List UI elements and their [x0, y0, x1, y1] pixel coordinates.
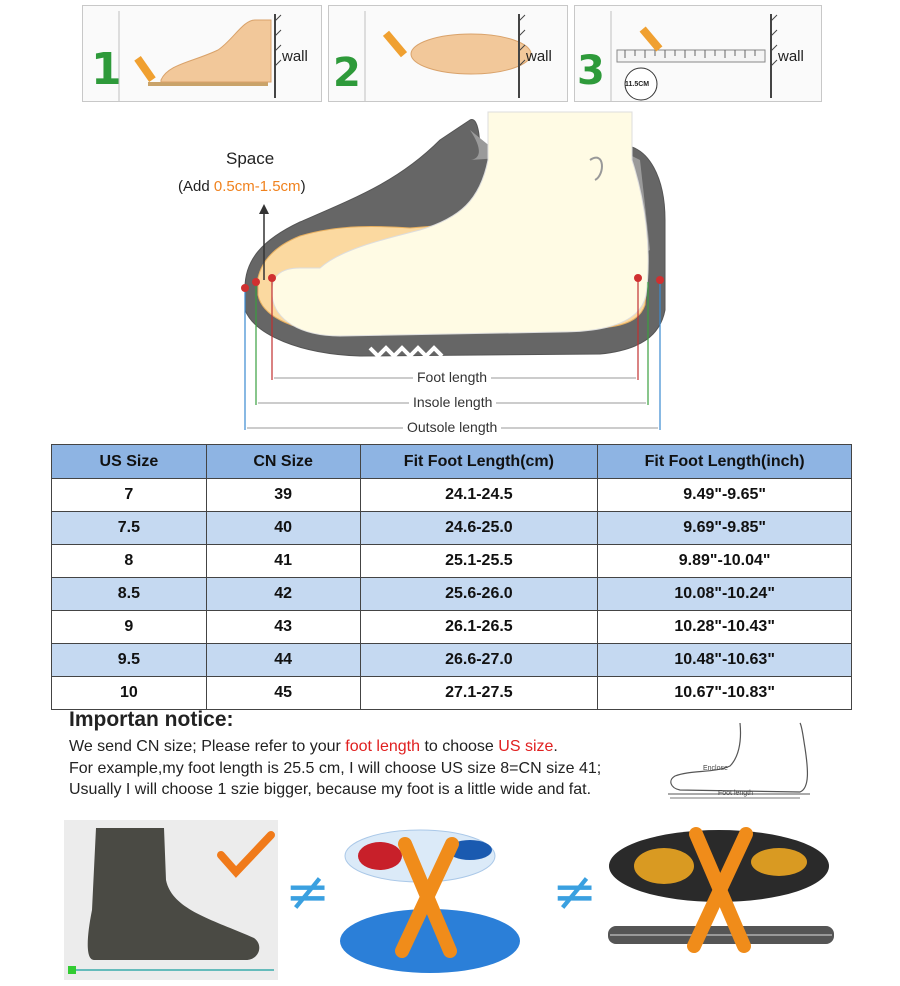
cell-us-size: 8: [52, 545, 207, 578]
foot-length-highlight: foot length: [345, 738, 420, 755]
cell-foot-length-cm: 25.6-26.0: [360, 578, 598, 611]
foot-model-photo: [64, 820, 278, 980]
cell-foot-length-inch: 10.67"-10.83": [598, 677, 852, 710]
step-panel-2: [328, 5, 568, 102]
check-mark-icon: [216, 830, 276, 880]
table-row: [52, 578, 852, 611]
cell-foot-length-cm: 26.1-26.5: [360, 611, 598, 644]
cell-foot-length-cm: 26.6-27.0: [360, 644, 598, 677]
cell-cn-size: 41: [206, 545, 360, 578]
step-number-1: 1: [91, 44, 122, 95]
step-panel-3: [574, 5, 822, 102]
cell-cn-size: 40: [206, 512, 360, 545]
outsole-length-label: Outsole length: [403, 419, 501, 435]
cell-foot-length-inch: 9.49"-9.65": [598, 479, 852, 512]
notice-line-3: Usually I will choose 1 szie bigger, because my foot is a little wide and fat.: [69, 781, 592, 798]
step-panel-1: [82, 5, 322, 102]
table-row: [52, 677, 852, 710]
cell-foot-length-inch: 10.48"-10.63": [598, 644, 852, 677]
cell-foot-length-inch: 9.89"-10.04": [598, 545, 852, 578]
table-row: [52, 611, 852, 644]
us-size-highlight: US size: [498, 738, 554, 755]
notice-title: Importan notice:: [69, 708, 234, 731]
cell-foot-length-cm: 25.1-25.5: [360, 545, 598, 578]
header-cn-size: CN Size: [206, 445, 360, 479]
cell-foot-length-inch: 10.08"-10.24": [598, 578, 852, 611]
insole-length-label: Insole length: [409, 394, 496, 410]
notice-line-2: For example,my foot length is 25.5 cm, I will choose US size 8=CN size 41;: [69, 760, 602, 777]
sketch-foot-length-label: Foot length: [718, 790, 754, 797]
space-value: 0.5cm-1.5cm: [213, 178, 301, 195]
not-equal-icon: ≠: [285, 860, 331, 923]
header-us-size: US Size: [52, 445, 207, 479]
cell-cn-size: 44: [206, 644, 360, 677]
cell-foot-length-cm: 27.1-27.5: [360, 677, 598, 710]
cell-foot-length-cm: 24.6-25.0: [360, 512, 598, 545]
cell-foot-length-cm: 24.1-24.5: [360, 479, 598, 512]
header-foot-length-inch: Fit Foot Length(inch): [598, 445, 852, 479]
table-row: [52, 512, 852, 545]
table-row: [52, 644, 852, 677]
table-header-row: [52, 445, 852, 479]
cell-us-size: 7.5: [52, 512, 207, 545]
cell-foot-length-inch: 9.69"-9.85": [598, 512, 852, 545]
table-row: [52, 545, 852, 578]
header-foot-length-cm: Fit Foot Length(cm): [360, 445, 598, 479]
step-number-2: 2: [333, 50, 361, 96]
cell-cn-size: 43: [206, 611, 360, 644]
wall-label: wall: [282, 48, 308, 65]
cell-cn-size: 39: [206, 479, 360, 512]
cell-us-size: 7: [52, 479, 207, 512]
step-number-3: 3: [577, 48, 605, 94]
ruler-badge: 11.5CM: [625, 81, 650, 88]
space-title: Space: [226, 149, 275, 168]
cell-cn-size: 42: [206, 578, 360, 611]
cell-us-size: 9.5: [52, 644, 207, 677]
outsole-photo: [604, 826, 836, 956]
cell-foot-length-inch: 10.28"-10.43": [598, 611, 852, 644]
insole-photo: [340, 826, 546, 976]
foot-length-label: Foot length: [413, 369, 491, 385]
table-row: [52, 479, 852, 512]
cell-cn-size: 45: [206, 677, 360, 710]
cell-us-size: 10: [52, 677, 207, 710]
cell-us-size: 8.5: [52, 578, 207, 611]
cell-us-size: 9: [52, 611, 207, 644]
sketch-enclose-label: Enclose: [703, 765, 728, 772]
space-subtitle: (Add 0.5cm-1.5cm): [178, 178, 306, 195]
wall-label: wall: [526, 48, 552, 65]
notice-line-1: We send CN size; Please refer to your foot length to choose US size.: [69, 738, 558, 755]
not-equal-icon: ≠: [552, 860, 598, 923]
size-chart-table: [51, 444, 852, 710]
wall-label: wall: [778, 48, 804, 65]
